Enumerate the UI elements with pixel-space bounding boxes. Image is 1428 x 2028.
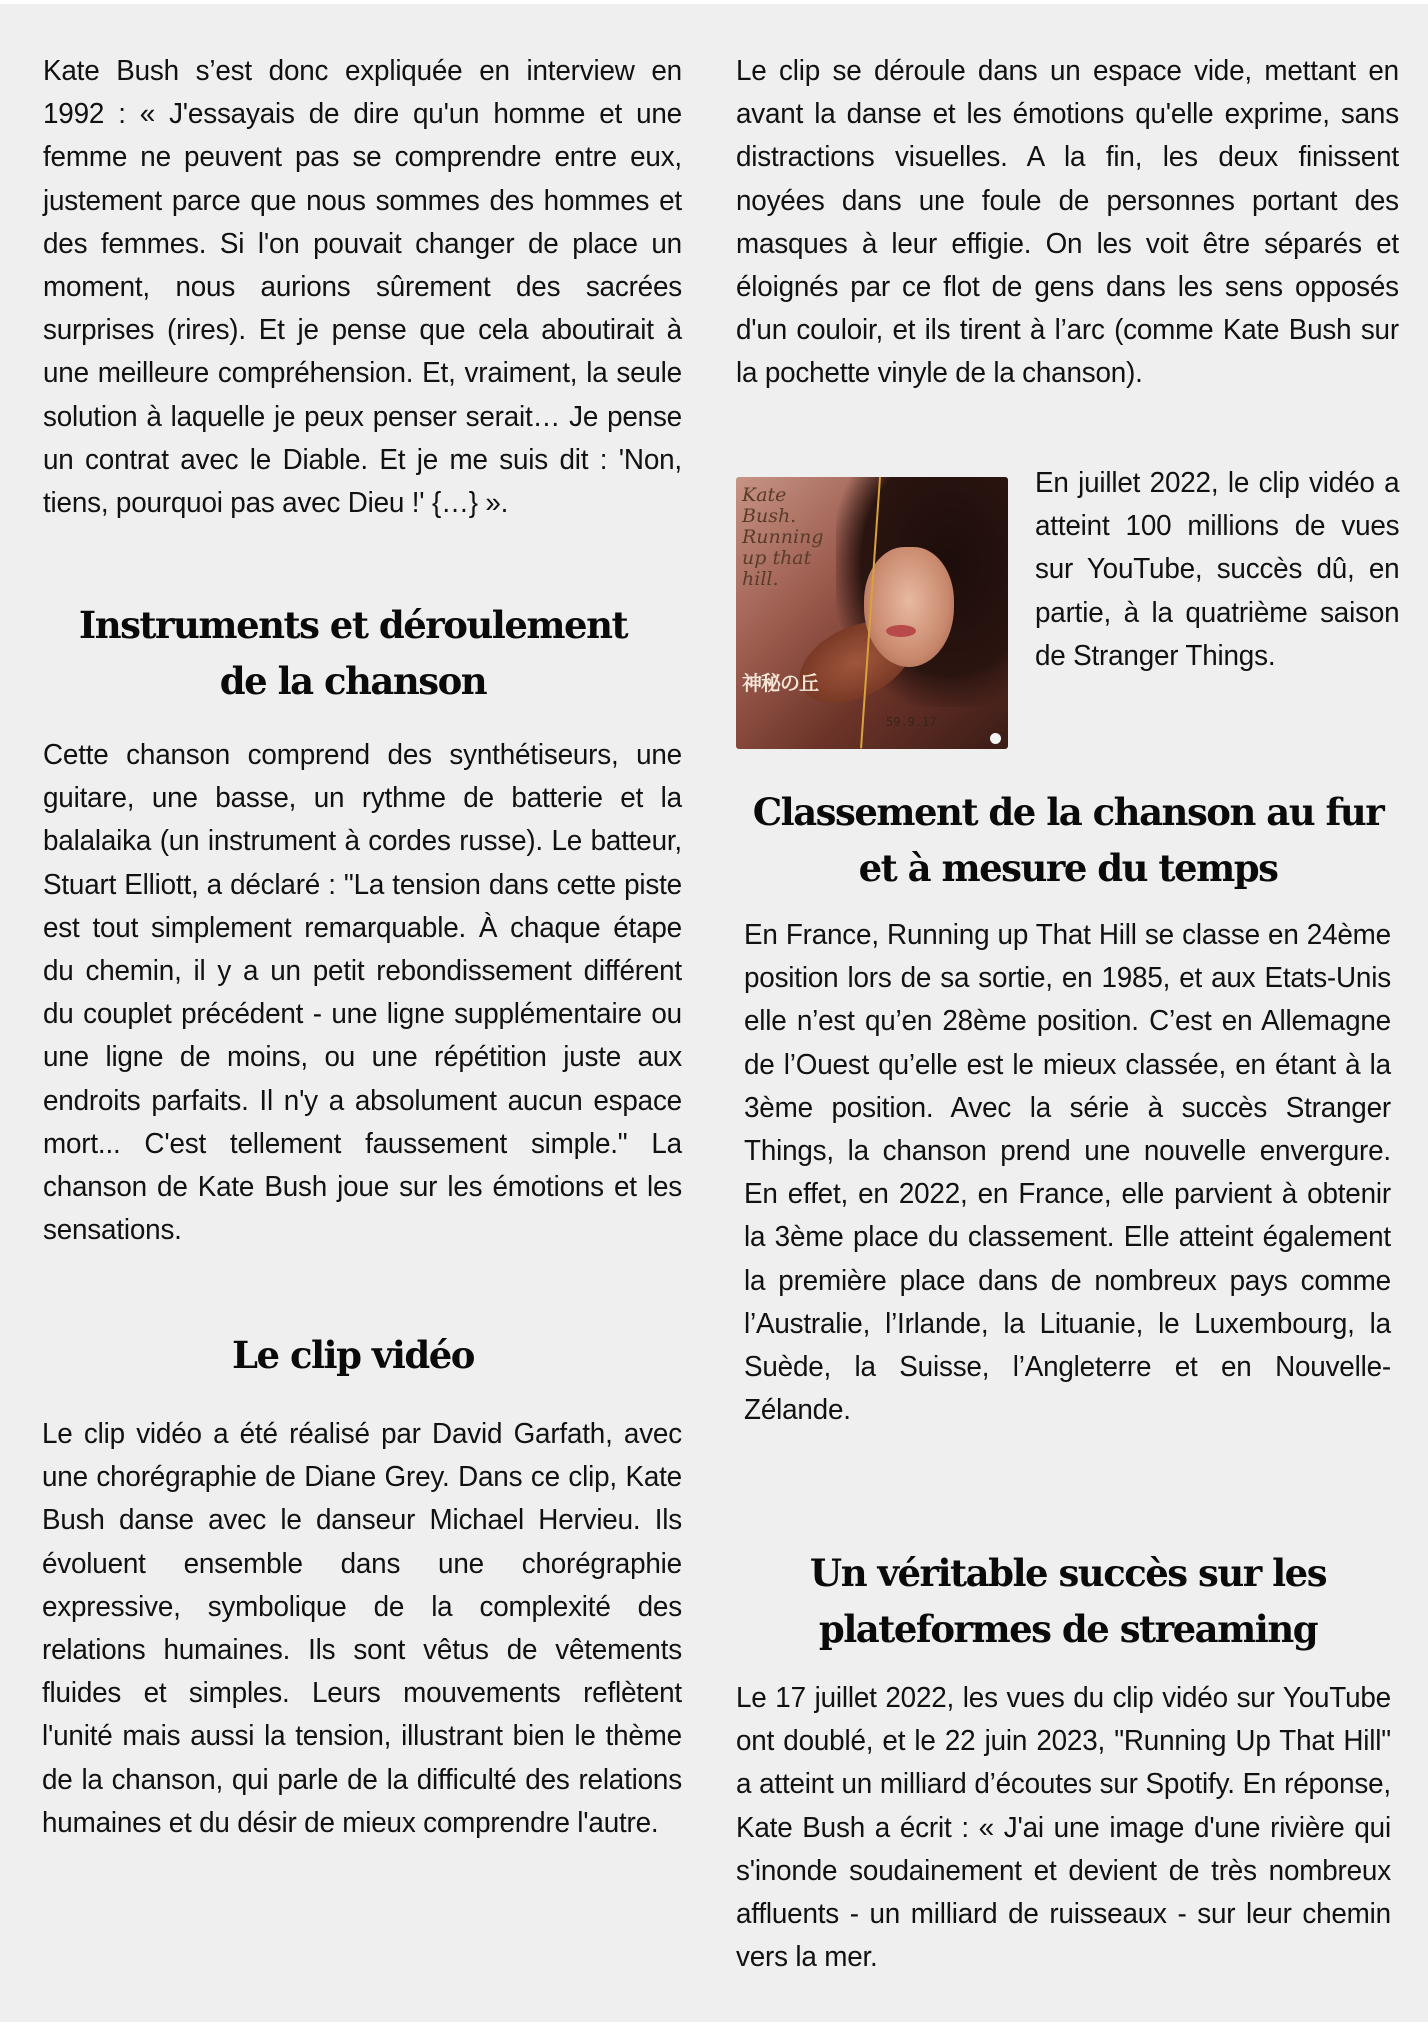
- streaming-heading-line2: plateformes de streaming: [818, 1607, 1318, 1651]
- cover-date-stamp: 59.9.17: [886, 715, 937, 729]
- clip-continued-block: [736, 50, 1400, 396]
- cover-japanese-title: 神秘の丘: [742, 671, 818, 695]
- streaming-heading: [736, 1545, 1400, 1657]
- youtube-paragraph-block: [1035, 462, 1400, 678]
- cover-lips-shape: [886, 625, 916, 637]
- streaming-heading-line1: Un véritable succès sur les: [809, 1551, 1327, 1595]
- streaming-paragraph-block: [736, 1677, 1392, 1979]
- document-page: [0, 4, 1428, 2022]
- instruments-paragraph-block: [43, 734, 683, 1252]
- classement-paragraph: En France, Running up That Hill se classe en 24ème position lors de sa sortie, en 1985, et aux Etats-Unis elle n’est qu’en 28ème position. C’est en Allemagne de l’Ouest qu’elle est le mieux classée, en étant à la 3ème position. Avec la série à succès Stranger Things, la chanson prend une nouvelle envergure. En effet, en 2022, en France, elle parvient à obtenir la 3ème place du classement. Elle atteint également la première place dans de nombreux pays comme l’Australie, l’Irlande, la Lituanie, le Luxembourg, la Suède, la Suisse, l’Angleterre et en Nouvelle-Zélande.: [744, 919, 1391, 1427]
- classement-heading-line2: et à mesure du temps: [858, 846, 1278, 890]
- cover-and-youtube-row: [736, 462, 1400, 762]
- classement-paragraph-block: [744, 914, 1392, 1432]
- instruments-paragraph: Cette chanson comprend des synthétiseurs, une guitare, une basse, un rythme de batterie et la balalaika (un instrument à cordes russe). Le batteur, Stuart Elliott, a déclaré : "La tension dans cette piste est tout simplement remarquable. À chaque étape du chemin, il y a un petit rebondissement différent du couplet précédent - une ligne supplémentaire ou une ligne de moins, ou une répétition juste aux endroits parfaits. Il n'y a absolument aucun espace mort... C'est tellement faussement simple." La chanson de Kate Bush joue sur les émotions et les sensations.: [43, 739, 682, 1247]
- streaming-paragraph: Le 17 juillet 2022, les vues du clip vidéo sur YouTube ont doublé, et le 22 juin 2023, "Running Up That Hill" a atteint un milliard d’écoutes sur Spotify. En réponse, Kate Bush a écrit : « J'ai une image d'une rivière qui s'inonde soudainement et devient de très nombreux affluents - un milliard de ruisseaux - sur leur chemin vers la mer.: [736, 1682, 1391, 1974]
- clip-paragraph-block: [42, 1413, 683, 1845]
- single-cover-image: [736, 477, 1008, 749]
- clip-continued-paragraph: Le clip se déroule dans un espace vide, mettant en avant la danse et les émotions qu'elle exprime, sans distractions visuelles. A la fin, les deux finissent noyées dans une foule de personnes portant des masques à leur effigie. On les voit être séparés et éloignés par ce flot de gens dans les sens opposés d'un couloir, et ils tirent à l’arc (comme Kate Bush sur la pochette vinyle de la chanson).: [736, 55, 1399, 390]
- youtube-paragraph: En juillet 2022, le clip vidéo a atteint 100 millions de vues sur YouTube, succès dû, en partie, à la quatrième saison de Stranger Things.: [1035, 467, 1400, 672]
- instruments-heading-line1: Instruments et déroulement: [78, 603, 628, 647]
- cover-face-shape: [864, 547, 954, 667]
- classement-heading-line1: Classement de la chanson au fur: [752, 790, 1384, 834]
- cover-sticker-dot: [990, 733, 1001, 744]
- classement-heading: [736, 784, 1400, 896]
- intro-paragraph: Kate Bush s’est donc expliquée en interview en 1992 : « J'essayais de dire qu'un homme et une femme ne peuvent pas se comprendre entre eux, justement parce que nous sommes des hommes et des femmes. Si l'on pouvait changer de place un moment, nous aurions sûrement des sacrées surprises (rires). Et je pense que cela aboutirait à une meilleure compréhension. Et, vraiment, la seule solution à laquelle je peux penser serait… Je pense un contrat avec le Diable. Et je me suis dit : 'Non, tiens, pourquoi pas avec Dieu !' {…} ».: [43, 55, 682, 520]
- instruments-heading: [43, 597, 663, 709]
- intro-paragraph-block: [43, 50, 683, 525]
- cover-script-text: Kate Bush. Running up that hill.: [742, 484, 824, 590]
- clip-heading: Le clip vidéo: [232, 1333, 474, 1377]
- clip-paragraph: Le clip vidéo a été réalisé par David Garfath, avec une chorégraphie de Diane Grey. Dans ce clip, Kate Bush danse avec le danseur Michael Hervieu. Ils évoluent ensemble dans une chorégraphie expressive, symbolique de la complexité des relations humaines. Ils sont vêtus de vêtements fluides et simples. Leurs mouvements reflètent l'unité mais aussi la tension, illustrant bien le thème de la chanson, qui parle de la difficulté des relations humaines et du désir de mieux comprendre l'autre.: [42, 1418, 682, 1839]
- instruments-heading-line2: de la chanson: [219, 659, 487, 703]
